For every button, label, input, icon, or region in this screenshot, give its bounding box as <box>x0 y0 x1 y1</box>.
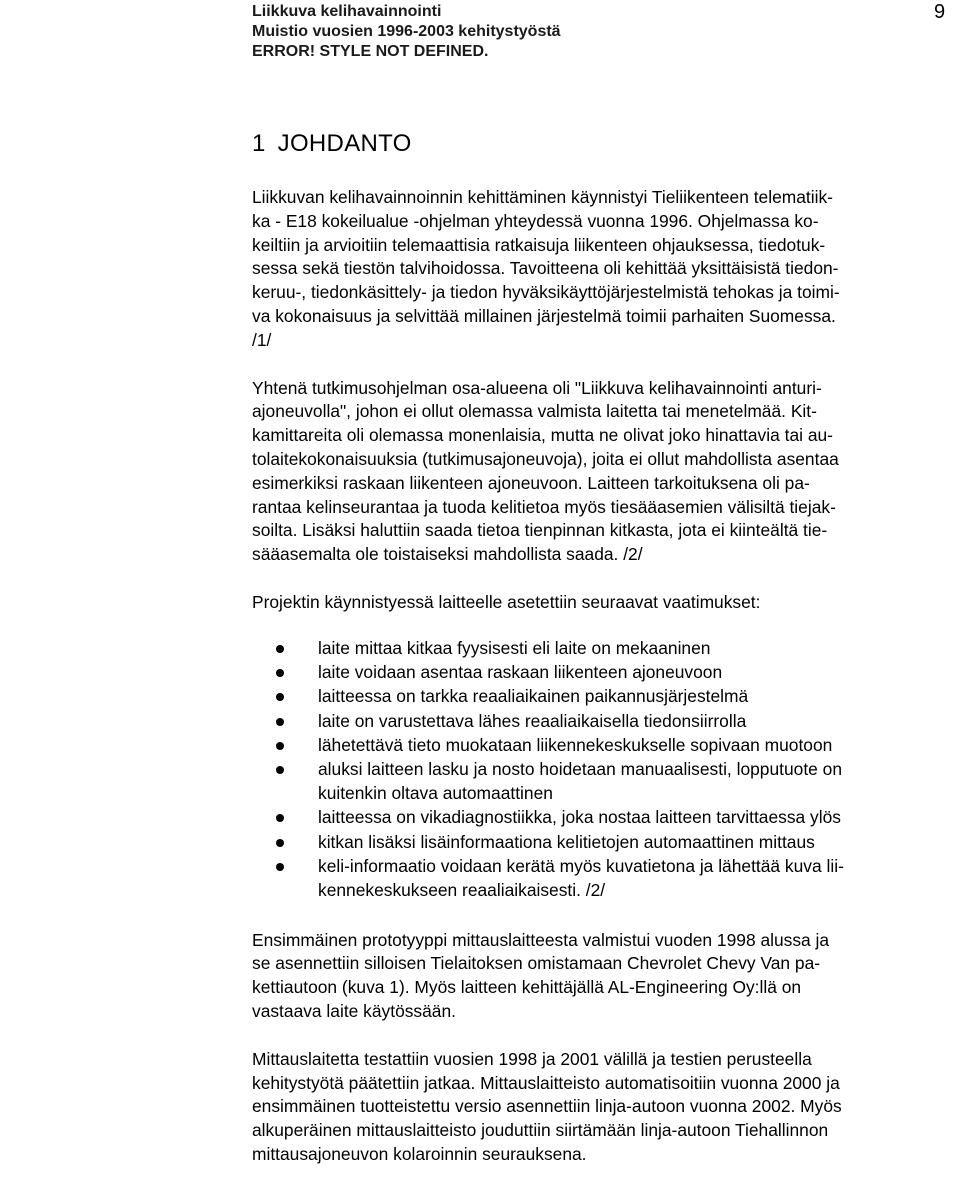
list-item-text: laitteessa on vikadiagnostiikka, joka nostaa laitteen tarvittaessa ylös <box>318 807 841 828</box>
list-item-text: aluksi laitteen lasku ja nosto hoidetaan manuaalisesti, lopputuote on kuitenkin oltava automaattinen <box>318 759 843 804</box>
section-title: JOHDANTO <box>277 130 412 157</box>
bullet-icon <box>276 863 284 871</box>
list-item-text: laite voidaan asentaa raskaan liikenteen ajoneuvoon <box>318 662 723 683</box>
paragraph-research-area: Yhtenä tutkimusohjelman osa-alueena oli "Liikkuva kelihavainnointi anturi- ajoneuvolla", johon ei ollut olemassa valmista laitetta tai menetelmää. Kit- kamittareita oli olemassa monenlaisia, mutta ne olivat joko hinattavia tai au- tolaitekokonaisuuksia (tutkimusajoneuvoja), joita ei ollut mahdollista asentaa esimerkiksi raskaan liikenteen ajoneuvoon. Laitteen tarkoituksena oli pa- rantaa kelinseurantaa ja tuoda kelitietoa myös tiesääasemien välisiltä tiejak- soilta. Lisäksi haluttiin saada tietoa tienpinnan kitkasta, jota ei kiinteältä tie- sääasemalta ole toistaiseksi mahdollista saada. /2/ <box>252 377 839 565</box>
list-item <box>252 806 952 830</box>
bullet-icon <box>276 669 284 677</box>
list-item <box>252 685 952 709</box>
header-subtitle: Muistio vuosien 1996-2003 kehitystyöstä <box>252 23 561 40</box>
section-heading <box>252 128 952 160</box>
list-item <box>252 734 952 758</box>
bullet-icon <box>276 645 284 653</box>
document-body <box>252 128 952 1191</box>
list-item-text: keli-informaatio voidaan kerätä myös kuvatietona ja lähettää kuva lii- kennekeskukseen reaaliaikaisesti. /2/ <box>318 855 844 900</box>
header-error-line: ERROR! STYLE NOT DEFINED. <box>252 43 489 60</box>
list-item-text: laitteessa on tarkka reaaliaikainen paikannusjärjestelmä <box>318 686 749 707</box>
list-item <box>252 855 952 903</box>
paragraph-requirements-intro: Projektin käynnistyessä laitteelle asetettiin seuraavat vaatimukset: <box>252 591 761 612</box>
bullet-icon <box>276 742 284 750</box>
header-title: Liikkuva kelihavainnointi <box>252 3 442 20</box>
list-item <box>252 831 952 855</box>
list-item-text: laite on varustettava lähes reaaliaikaisella tiedonsiirrolla <box>318 710 747 731</box>
running-header <box>252 2 952 62</box>
list-item <box>252 661 952 685</box>
paragraph-first-prototype: Ensimmäinen prototyyppi mittauslaitteesta valmistui vuoden 1998 alussa ja se asennettiin silloisen Tielaitoksen omistamaan Chevrolet Chevy Van pa- kettiautoon (kuva 1). Myös laitteen kehittäjällä AL-Engineering Oy:llä on vastaava laite käytössään. <box>252 929 830 1021</box>
list-item <box>252 710 952 734</box>
list-item-text: lähetettävä tieto muokataan liikennekeskukselle sopivaan muotoon <box>318 734 833 755</box>
bullet-icon <box>276 718 284 726</box>
bullet-icon <box>276 766 284 774</box>
bullet-icon <box>276 839 284 847</box>
bullet-icon <box>276 693 284 701</box>
list-item-text: laite mittaa kitkaa fyysisesti eli laite on mekaaninen <box>318 637 711 658</box>
paragraph-testing: Mittauslaitetta testattiin vuosien 1998 ja 2001 välillä ja testien perusteella kehitystyötä päätettiin jatkaa. Mittauslaitteisto automatisoitiin vuonna 2000 ja ensimmäinen tuotteistettu versio asennettiin linja-autoon vuonna 2002. Myös alkuperäinen mittauslaitteisto jouduttiin siirtämään linja-autoon Tiehallinnon mittausajoneuvon kolaroinnin seurauksena. <box>252 1048 842 1164</box>
paragraph-background: Liikkuvan kelihavainnoinnin kehittäminen käynnistyi Tieliikenteen telematiik- ka - E18 kokeilualue -ohjelman yhteydessä vuonna 1996. Ohjelmassa ko- keiltiin ja arvioitiin telemaattisia ratkaisuja liikenteen ohjauksessa, tiedotuk- sessa sekä tiestön talvihoidossa. Tavoitteena oli kehittää yksittäisistä tiedon- keruu-, tiedonkäsittely- ja tiedon hyväksikäyttöjärjestelmistä tehokas ja toimi- va kokonaisuus ja selvittää millainen järjestelmä toimii parhaiten Suomessa. /1/ <box>252 187 840 350</box>
bullet-icon <box>276 814 284 822</box>
page-number: 9 <box>934 1 946 23</box>
list-item <box>252 637 952 661</box>
section-number: 1 <box>252 130 266 157</box>
list-item <box>252 758 952 806</box>
requirements-list <box>252 637 952 903</box>
list-item-text: kitkan lisäksi lisäinformaationa kelitietojen automaattinen mittaus <box>318 831 815 852</box>
